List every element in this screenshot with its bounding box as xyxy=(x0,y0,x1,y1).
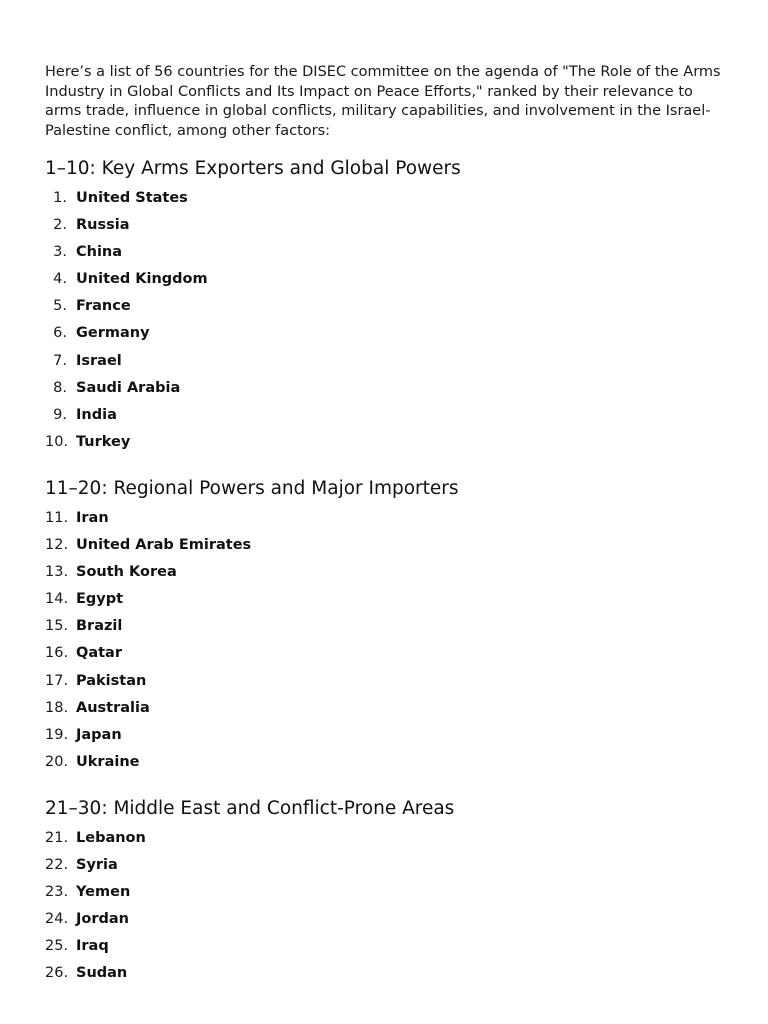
item-number: 18. xyxy=(45,699,69,716)
item-number: 5. xyxy=(53,298,67,315)
item-number: 10. xyxy=(45,433,69,450)
item-number: 8. xyxy=(53,379,67,396)
list-item xyxy=(45,616,723,643)
country-name: Iran xyxy=(76,509,109,526)
country-name: United States xyxy=(76,190,188,206)
country-name: Russia xyxy=(76,217,130,234)
item-number: 19. xyxy=(45,726,69,743)
country-name: Australia xyxy=(76,699,150,716)
list-item xyxy=(45,882,723,909)
list-item xyxy=(45,351,723,378)
list-item xyxy=(45,698,723,725)
country-name: South Korea xyxy=(76,564,177,581)
country-name: Jordan xyxy=(76,911,129,928)
country-name: Saudi Arabia xyxy=(76,379,181,396)
section-heading: 21–30: Middle East and Conflict-Prone Areas xyxy=(45,797,455,819)
item-number: 9. xyxy=(53,406,67,423)
list-item xyxy=(45,269,723,296)
item-number: 13. xyxy=(45,564,69,581)
item-number: 4. xyxy=(53,271,67,288)
list-item xyxy=(45,296,723,323)
list-item xyxy=(45,855,723,882)
item-number: 12. xyxy=(45,537,69,554)
country-name: Sudan xyxy=(76,965,128,982)
section-heading: 11–20: Regional Powers and Major Importers xyxy=(45,477,459,499)
item-number: 11. xyxy=(45,509,69,526)
country-name: France xyxy=(76,298,131,315)
list-item xyxy=(45,432,723,459)
list-item xyxy=(45,589,723,616)
country-list xyxy=(45,508,723,779)
country-name: Lebanon xyxy=(76,829,146,846)
country-name: Syria xyxy=(76,856,118,873)
item-number: 7. xyxy=(53,352,67,369)
country-list xyxy=(45,188,723,459)
item-number: 2. xyxy=(53,217,67,234)
country-name: United Arab Emirates xyxy=(76,537,252,554)
country-name: Turkey xyxy=(76,433,131,450)
list-item xyxy=(45,535,723,562)
country-name: Israel xyxy=(76,352,122,369)
intro-paragraph: Here’s a list of 56 countries for the DISEC committee on the agenda of "The Role of the Arms Industry in Global Conflicts and Its Impact on Peace Efforts," ranked by their relevance to arms trade, influence in global conflicts, military capabilities, and involvement in the Israel-Palestine conflict, among other factors: xyxy=(45,64,721,139)
item-number: 23. xyxy=(45,884,69,901)
list-item xyxy=(45,909,723,936)
country-name: Brazil xyxy=(76,618,123,635)
item-number: 24. xyxy=(45,911,69,928)
list-item xyxy=(45,378,723,405)
list-item xyxy=(45,405,723,432)
item-number: 17. xyxy=(45,672,69,689)
item-number: 16. xyxy=(45,645,69,662)
list-item xyxy=(45,725,723,752)
list-item xyxy=(45,323,723,350)
list-item xyxy=(45,562,723,589)
country-name: Germany xyxy=(76,325,150,342)
country-name: India xyxy=(76,406,117,423)
item-number: 26. xyxy=(45,965,69,982)
country-name: United Kingdom xyxy=(76,271,208,288)
country-list xyxy=(45,828,723,991)
country-name: Pakistan xyxy=(76,672,147,689)
item-number: 6. xyxy=(53,325,67,342)
country-name: Japan xyxy=(76,726,122,743)
country-name: China xyxy=(76,244,123,261)
item-number: 21. xyxy=(45,829,69,846)
item-number: 15. xyxy=(45,618,69,635)
country-name: Yemen xyxy=(76,884,131,901)
item-number: 25. xyxy=(45,938,69,955)
list-item xyxy=(45,828,723,855)
item-number: 20. xyxy=(45,753,69,770)
section-heading: 1–10: Key Arms Exporters and Global Powers xyxy=(45,158,461,179)
item-number: 3. xyxy=(53,244,67,261)
list-item xyxy=(45,752,723,779)
country-name: Iraq xyxy=(76,938,109,955)
list-item xyxy=(45,963,723,990)
item-number: 14. xyxy=(45,591,69,608)
item-number: 1. xyxy=(53,190,67,206)
country-name: Qatar xyxy=(76,645,122,662)
list-item xyxy=(45,671,723,698)
list-item xyxy=(45,215,723,242)
list-item xyxy=(45,242,723,269)
list-item xyxy=(45,508,723,535)
item-number: 22. xyxy=(45,856,69,873)
country-name: Egypt xyxy=(76,591,124,608)
list-item xyxy=(45,188,723,215)
list-item xyxy=(45,643,723,670)
country-name: Ukraine xyxy=(76,753,140,770)
list-item xyxy=(45,936,723,963)
